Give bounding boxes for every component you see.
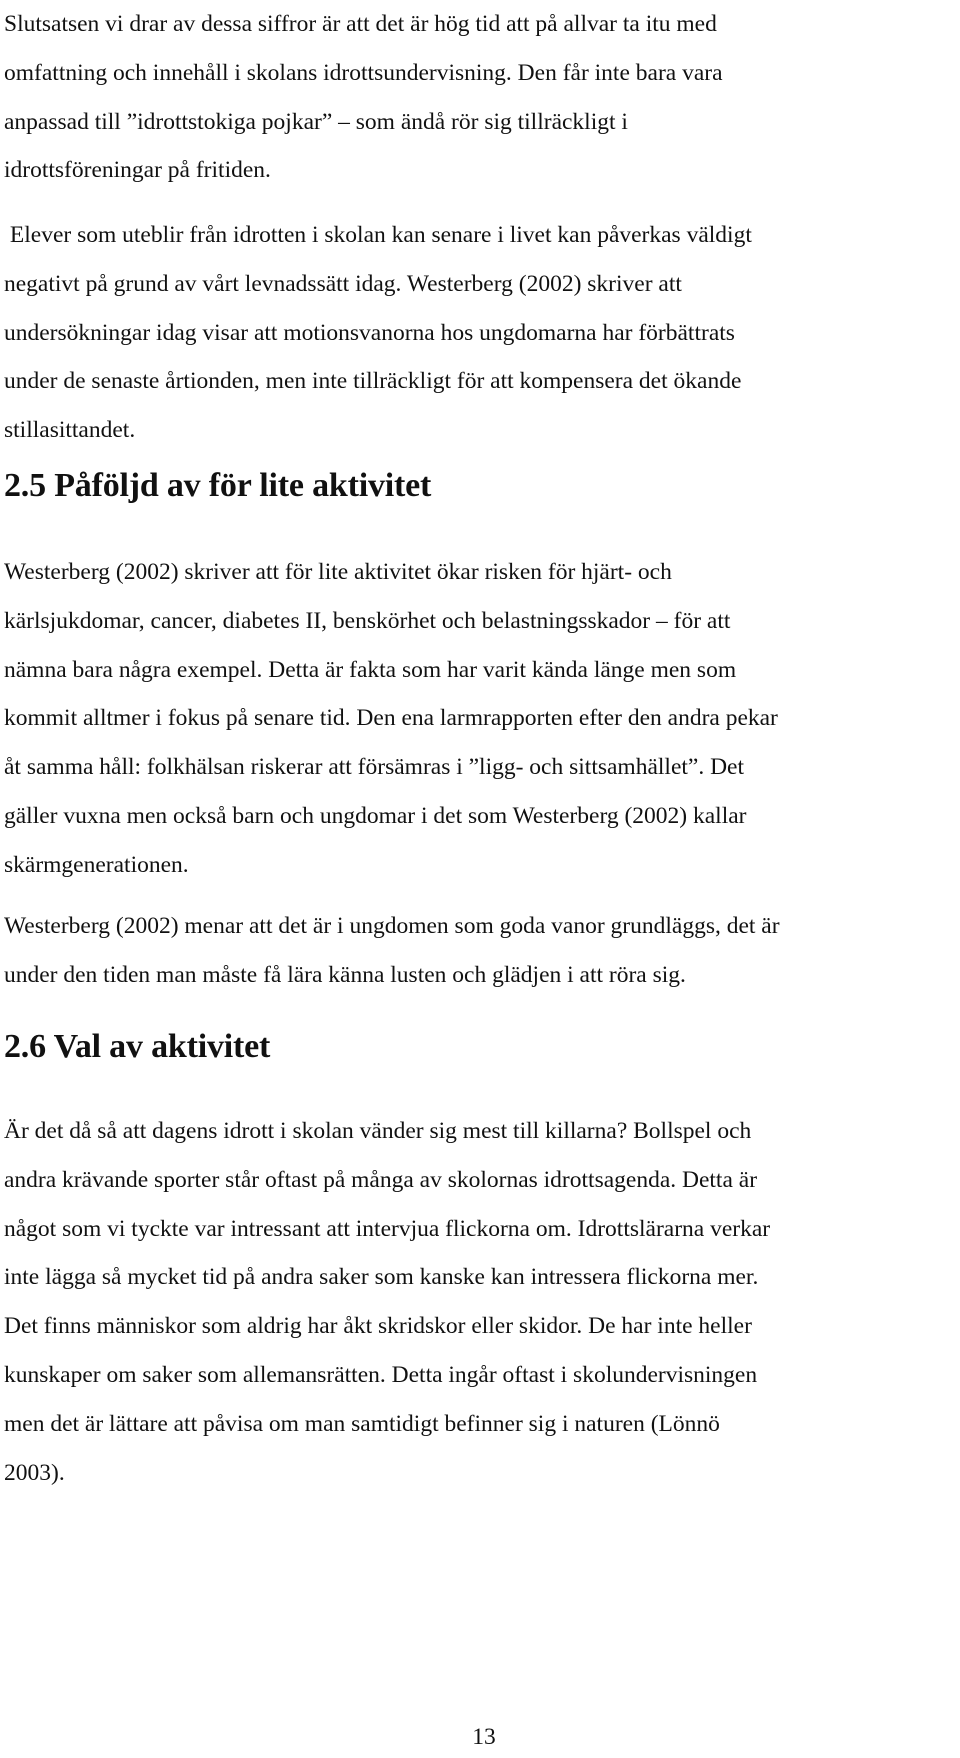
text-line: idrottsföreningar på fritiden. [4, 157, 271, 184]
text-line: negativt på grund av vårt levnadssätt idag. Westerberg (2002) skriver att [4, 270, 682, 297]
text-line: kunskaper om saker som allemansrätten. Detta ingår oftast i skolundervisningen [4, 1361, 758, 1388]
text-line: andra krävande sporter står oftast på många av skolornas idrottsagenda. Detta är [4, 1166, 758, 1193]
text-line: Det finns människor som aldrig har åkt skridskor eller skidor. De har inte heller [4, 1313, 752, 1340]
text-line: gäller vuxna men också barn och ungdomar i det som Westerberg (2002) kallar [4, 802, 747, 829]
text-line: Westerberg (2002) menar att det är i ungdomen som goda vanor grundläggs, det är [4, 913, 780, 939]
text-line: undersökningar idag visar att motionsvanorna hos ungdomarna har förbättrats [4, 319, 735, 346]
text-line: stillasittandet. [4, 417, 136, 444]
text-line: under de senaste årtionden, men inte tillräckligt för att kompensera det ökande [4, 368, 742, 395]
text-line: Westerberg (2002) skriver att för lite aktivitet ökar risken för hjärt- och [4, 559, 672, 585]
text-line: kärlsjukdomar, cancer, diabetes II, benskörhet och belastningsskador – för att [4, 607, 731, 634]
text-line: nämna bara några exempel. Detta är fakta som har varit kända länge men som [4, 656, 737, 683]
text-line: kommit alltmer i fokus på senare tid. Den ena larmrapporten efter den andra pekar [4, 705, 778, 732]
page-number: 13 [472, 1724, 496, 1750]
text-line: inte lägga så mycket tid på andra saker som kanske kan intressera flickorna mer. [4, 1264, 759, 1291]
text-line: anpassad till ”idrottstokiga pojkar” – som ändå rör sig tillräckligt i [4, 108, 628, 135]
text-line: åt samma håll: folkhälsan riskerar att försämras i ”ligg- och sittsamhället”. Det [4, 754, 745, 781]
text-line: Elever som uteblir från idrotten i skolan kan senare i livet kan påverkas väldigt [4, 222, 752, 248]
section-heading-2-6: 2.6 Val av aktivitet [4, 1028, 271, 1065]
section-heading-2-5: 2.5 Påföljd av för lite aktivitet [4, 467, 432, 504]
text-line: under den tiden man måste få lära känna lusten och glädjen i att röra sig. [4, 961, 686, 988]
text-line: Är det då så att dagens idrott i skolan vänder sig mest till killarna? Bollspel och [4, 1118, 752, 1144]
paragraph-lifestyle [4, 211, 944, 455]
paragraph-conclusion [4, 0, 944, 195]
paragraph-habits [4, 902, 944, 1000]
text-line: något som vi tyckte var intressant att intervjua flickorna om. Idrottslärarna verkar [4, 1215, 771, 1242]
text-line: skärmgenerationen. [4, 851, 189, 878]
paragraph-risks [4, 548, 944, 890]
text-line: Slutsatsen vi drar av dessa siffror är att det är hög tid att på allvar ta itu med [4, 11, 717, 37]
text-line: omfattning och innehåll i skolans idrottsundervisning. Den får inte bara vara [4, 59, 723, 86]
text-line: men det är lättare att påvisa om man samtidigt befinner sig i naturen (Lönnö [4, 1410, 720, 1437]
text-line: 2003). [4, 1459, 65, 1486]
paragraph-activity-choice [4, 1107, 944, 1497]
